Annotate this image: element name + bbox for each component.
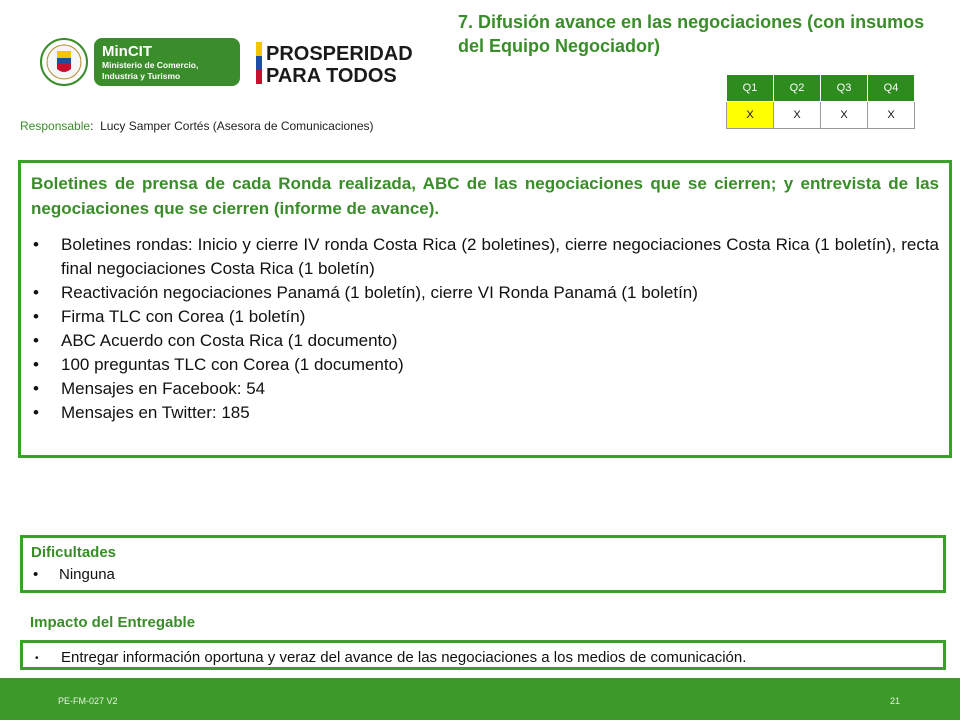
footer-code: PE-FM-027 V2 [58, 696, 118, 706]
impacto-item: • Entregar información oportuna y veraz del avance de las negociaciones a los medios de comunicación. [31, 647, 935, 669]
dificultades-item: • Ninguna [31, 564, 935, 586]
list-item: • 100 preguntas TLC con Corea (1 documento) [61, 353, 939, 377]
list-item: • Boletines rondas: Inicio y cierre IV ronda Costa Rica (2 boletines), cierre negociaciones Costa Rica (1 boletín), recta final negociaciones Costa Rica (1 boletín) [61, 233, 939, 281]
prosperidad-line2: PARA TODOS [266, 65, 397, 86]
quarter-header-q2: Q2 [774, 75, 821, 102]
responsable-value: Lucy Samper Cortés (Asesora de Comunicaciones) [100, 119, 374, 133]
responsable-line: Responsable: Lucy Samper Cortés (Asesora de Comunicaciones) [20, 119, 374, 133]
mincit-line2: Industria y Turismo [102, 71, 181, 81]
quarter-header-q4: Q4 [868, 75, 915, 102]
page-number: 21 [890, 696, 901, 706]
mincit-name: MinCIT [102, 43, 152, 60]
impacto-box [20, 640, 946, 670]
footer-bar [0, 678, 960, 720]
quarter-value-q2: X [774, 102, 821, 129]
quarter-value-row [727, 102, 915, 129]
quarter-value-q4: X [868, 102, 915, 129]
main-bullet-list [31, 233, 939, 425]
mincit-line1: Ministerio de Comercio, [102, 60, 199, 70]
list-item: • Firma TLC con Corea (1 boletín) [61, 305, 939, 329]
dificultades-title: Dificultades [31, 544, 117, 561]
main-content-box [18, 160, 952, 458]
responsable-label: Responsable [20, 119, 91, 133]
dificultades-box [20, 535, 946, 593]
list-item: • Mensajes en Twitter: 185 [61, 401, 939, 425]
quarter-table [726, 74, 915, 129]
quarter-header-row [727, 75, 915, 102]
list-item: • Reactivación negociaciones Panamá (1 boletín), cierre VI Ronda Panamá (1 boletín) [61, 281, 939, 305]
quarter-header-q1: Q1 [727, 75, 774, 102]
list-item: • ABC Acuerdo con Costa Rica (1 documento) [61, 329, 939, 353]
quarter-value-q1: X [727, 102, 774, 129]
prosperidad-line1: PROSPERIDAD [266, 43, 413, 65]
mincit-logo [40, 36, 240, 88]
list-item: • Mensajes en Facebook: 54 [61, 377, 939, 401]
quarter-header-q3: Q3 [821, 75, 868, 102]
prosperidad-logo [256, 40, 432, 86]
main-heading: Boletines de prensa de cada Ronda realizada, ABC de las negociaciones que se cierren; y entrevista de las negociaciones que se cierren (informe de avance). [31, 174, 939, 218]
impacto-title: Impacto del Entregable [30, 614, 196, 631]
slide-title: 7. Difusión avance en las negociaciones (con insumos del Equipo Negociador) [458, 12, 925, 56]
quarter-value-q3: X [821, 102, 868, 129]
